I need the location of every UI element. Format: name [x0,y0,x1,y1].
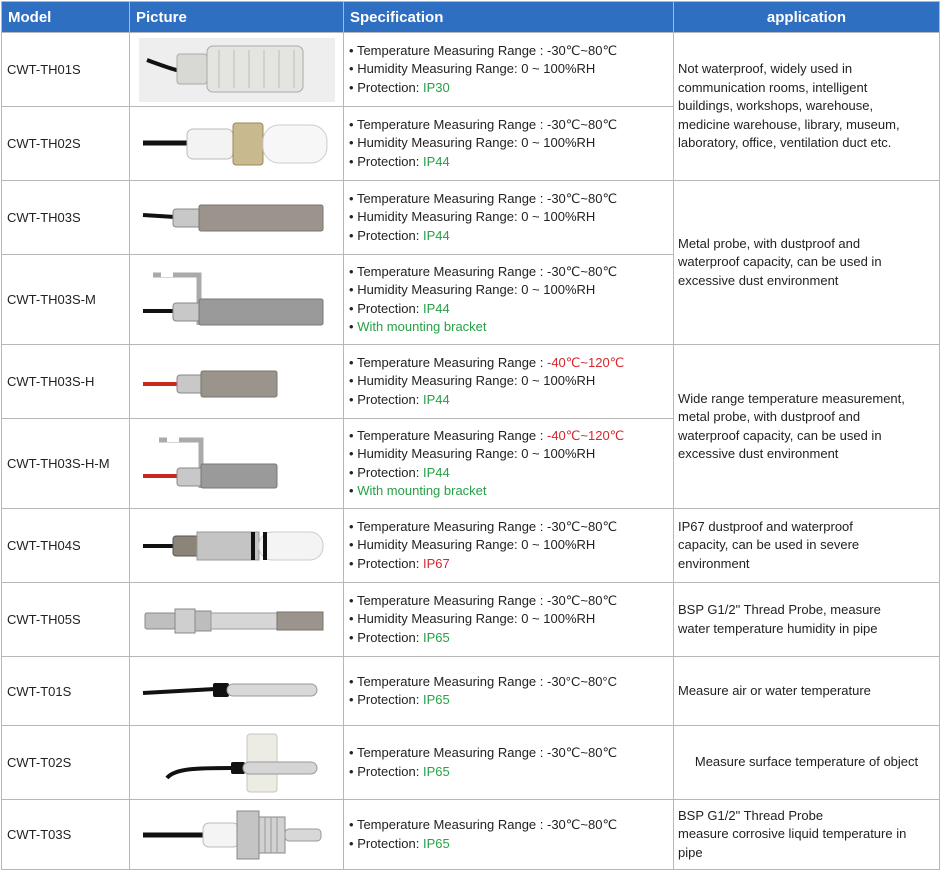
spec-humidity-line [349,372,673,391]
application-line: laboratory, office, ventilation duct etc. [678,135,892,151]
bullet: • [349,555,354,571]
bullet: • [349,319,354,334]
temp-label: Temperature Measuring Range : [356,190,547,206]
table-row [2,726,940,800]
application-line: excessive dust environment [678,272,839,288]
application-cell [674,583,940,657]
application-line: IP67 dustproof and waterproof [678,518,853,534]
protection-value: IP44 [422,464,450,480]
protection-label: Protection: [357,227,423,243]
spec-protection-line [349,835,673,854]
picture-cell [130,419,344,509]
picture-cell [130,509,344,583]
temp-label: Temperature Measuring Range : [356,354,547,370]
table-row [2,800,940,870]
protection-label: Protection: [357,464,423,480]
model-cell: CWT-TH01S [2,33,130,107]
application-line: communication rooms, intelligent [678,79,868,95]
protection-label: Protection: [357,153,423,169]
bullet: • [349,592,354,608]
picture-cell [130,107,344,181]
model-cell: CWT-TH03S [2,181,130,255]
protection-value: IP65 [422,629,450,645]
humidity-value: Humidity Measuring Range: 0 ~ 100%RH [357,282,596,297]
protection-value: IP67 [422,555,450,571]
table-row [2,509,940,583]
protection-label: Protection: [357,692,423,707]
spec-cell [344,255,674,345]
probe-th03s-h-m-icon [139,430,335,498]
application-line: pipe [678,844,703,860]
application-cell [674,800,940,870]
bullet: • [349,391,354,407]
extra-value: With mounting bracket [357,319,487,334]
application-line: Metal probe, with dustproof and [678,235,861,251]
bullet: • [349,153,354,169]
temp-label: Temperature Measuring Range : [356,817,547,832]
header-row [2,2,940,33]
picture-cell [130,800,344,870]
temp-value: -30℃~80℃ [547,190,618,206]
spec-temperature-line [349,427,673,446]
spec-protection-line [349,391,673,410]
bullet: • [349,300,354,316]
humidity-value: Humidity Measuring Range: 0 ~ 100%RH [357,373,596,389]
bullet: • [349,673,354,689]
application-line: measure corrosive liquid temperature in [678,826,907,842]
spec-temperature-line [349,518,673,537]
model-cell: CWT-TH03S-H [2,345,130,419]
bullet: • [349,763,354,779]
probe-th02s-icon [139,113,335,175]
bullet: • [349,446,354,461]
spec-cell [344,509,674,583]
probe-th04s-icon [139,520,335,572]
temp-label: Temperature Measuring Range : [356,42,547,58]
spec-temperature-line [349,744,673,763]
spec-humidity-line [349,536,673,555]
probe-th03s-m-icon [139,265,335,335]
spec-cell [344,800,674,870]
header-model: Model [2,2,130,33]
temp-value: -30℃~80℃ [547,817,618,832]
spec-protection-line [349,629,673,648]
picture-cell [130,726,344,800]
probe-t03s-icon [139,805,335,865]
bullet: • [349,79,354,95]
application-line: buildings, workshops, warehouse, [678,98,874,114]
humidity-value: Humidity Measuring Range: 0 ~ 100%RH [357,611,596,627]
extra-value: With mounting bracket [357,483,487,498]
bullet: • [349,483,354,498]
bullet: • [349,629,354,645]
spec-cell [344,345,674,419]
application-line: excessive dust environment [678,446,839,461]
application-line: Measure surface temperature of object [694,754,919,770]
application-cell [674,33,940,181]
bullet: • [349,61,354,77]
application-cell [674,726,940,800]
picture-cell [130,657,344,726]
spec-temperature-line [349,263,673,282]
protection-label: Protection: [357,79,423,95]
humidity-value: Humidity Measuring Range: 0 ~ 100%RH [357,209,596,225]
temp-value: -30℃~80℃ [547,745,618,760]
spec-protection-line [349,691,673,710]
protection-label: Protection: [357,835,423,851]
spec-cell [344,33,674,107]
model-cell: CWT-TH04S [2,509,130,583]
protection-value: IP44 [422,300,450,316]
picture-cell [130,181,344,255]
humidity-value: Humidity Measuring Range: 0 ~ 100%RH [357,61,596,77]
application-line: waterproof capacity, can be used in [678,427,882,443]
spec-protection-line [349,153,673,172]
temp-value: -30℃~80℃ [547,518,618,534]
application-line: Measure air or water temperature [678,682,871,698]
table-row [2,583,940,657]
protection-value: IP65 [422,692,450,707]
picture-cell [130,255,344,345]
model-cell: CWT-TH03S-M [2,255,130,345]
protection-value: IP44 [422,391,450,407]
spec-temperature-line [349,116,673,135]
application-line: BSP G1/2" Thread Probe, measure [678,602,881,617]
bullet: • [349,354,354,370]
temp-label: Temperature Measuring Range : [356,592,547,608]
bullet: • [349,464,354,480]
header-specification: Specification [344,2,674,33]
spec-temperature-line [349,673,673,692]
application-cell [674,509,940,583]
spec-humidity-line [349,610,673,629]
application-cell [674,181,940,345]
model-cell: CWT-T01S [2,657,130,726]
bullet: • [349,190,354,206]
temp-label: Temperature Measuring Range : [356,745,547,760]
spec-humidity-line [349,134,673,153]
protection-value: IP65 [422,763,450,779]
humidity-value: Humidity Measuring Range: 0 ~ 100%RH [357,537,596,553]
table-row [2,345,940,419]
spec-humidity-line [349,208,673,227]
application-line: Wide range temperature measurement, [678,390,905,406]
picture-cell [130,33,344,107]
model-cell: CWT-TH03S-H-M [2,419,130,509]
probe-th01s-icon [139,38,335,102]
table-row [2,181,940,255]
bullet: • [349,116,354,132]
bullet: • [349,817,354,832]
temp-value: -30℃~80℃ [547,263,618,279]
probe-t02s-icon [139,730,335,796]
spec-humidity-line [349,281,673,300]
spec-cell [344,181,674,255]
bullet: • [349,835,354,851]
spec-protection-line [349,464,673,483]
protection-label: Protection: [357,391,423,407]
bullet: • [349,537,354,553]
application-line: water temperature humidity in pipe [678,620,878,636]
protection-label: Protection: [357,629,423,645]
protection-value: IP44 [422,153,450,169]
spec-protection-line [349,555,673,574]
bullet: • [349,209,354,225]
application-cell [674,657,940,726]
bullet: • [349,611,354,627]
probe-th03s-icon [139,193,335,243]
humidity-value: Humidity Measuring Range: 0 ~ 100%RH [357,135,596,151]
temp-value: -40℃~120℃ [547,427,625,443]
protection-label: Protection: [357,763,423,779]
bullet: • [349,227,354,243]
table-row [2,33,940,107]
temp-value: -30℃~80℃ [547,116,618,132]
application-line: metal probe, with dustproof and [678,409,861,424]
header-picture: Picture [130,2,344,33]
probe-t01s-icon [139,671,335,711]
spec-cell [344,419,674,509]
temp-value: -30°C~80°C [547,673,618,689]
temp-label: Temperature Measuring Range : [356,427,547,443]
temp-value: -30℃~80℃ [547,592,618,608]
table-row [2,657,940,726]
protection-label: Protection: [357,555,423,571]
application-line: waterproof capacity, can be used in [678,254,882,270]
model-cell: CWT-TH05S [2,583,130,657]
protection-value: IP65 [422,835,450,851]
temp-value: -30℃~80℃ [547,42,618,58]
spec-cell [344,583,674,657]
temp-label: Temperature Measuring Range : [356,116,547,132]
spec-extra-line [349,318,673,337]
spec-cell [344,107,674,181]
picture-cell [130,583,344,657]
spec-temperature-line [349,816,673,835]
spec-protection-line [349,763,673,782]
humidity-value: Humidity Measuring Range: 0 ~ 100%RH [357,446,596,461]
application-line: capacity, can be used in severe [678,537,860,553]
spec-temperature-line [349,592,673,611]
model-cell: CWT-T03S [2,800,130,870]
spec-protection-line [349,79,673,98]
temp-value: -40℃~120℃ [547,354,625,370]
probe-th03s-h-icon [139,360,335,404]
application-line: Not waterproof, widely used in [678,61,853,77]
temp-label: Temperature Measuring Range : [356,673,547,689]
probe-th05s-icon [139,595,335,645]
bullet: • [349,282,354,297]
bullet: • [349,373,354,389]
spec-protection-line [349,227,673,246]
spec-temperature-line [349,42,673,61]
application-line: medicine warehouse, library, museum, [678,116,900,132]
temp-label: Temperature Measuring Range : [356,263,547,279]
bullet: • [349,42,354,58]
bullet: • [349,518,354,534]
spec-temperature-line [349,354,673,373]
bullet: • [349,745,354,760]
spec-cell [344,657,674,726]
bullet: • [349,263,354,279]
spec-humidity-line [349,60,673,79]
product-spec-table [1,1,940,870]
protection-label: Protection: [357,300,423,316]
picture-cell [130,345,344,419]
spec-protection-line [349,300,673,319]
bullet: • [349,427,354,443]
model-cell: CWT-T02S [2,726,130,800]
application-line: BSP G1/2" Thread Probe [678,807,824,823]
bullet: • [349,692,354,707]
model-cell: CWT-TH02S [2,107,130,181]
spec-humidity-line [349,445,673,464]
temp-label: Temperature Measuring Range : [356,518,547,534]
application-line: environment [678,555,750,571]
header-application: application [674,2,940,33]
spec-cell [344,726,674,800]
spec-temperature-line [349,190,673,209]
spec-extra-line [349,482,673,501]
bullet: • [349,135,354,151]
protection-value: IP44 [422,227,450,243]
protection-value: IP30 [422,79,450,95]
application-cell [674,345,940,509]
